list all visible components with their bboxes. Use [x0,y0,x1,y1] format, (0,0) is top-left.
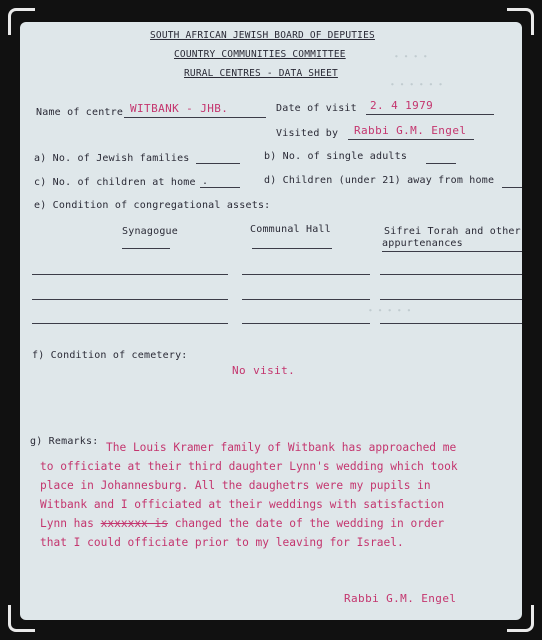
remarks-fragment: Lynn has [40,517,94,530]
sifrei-answer-line [380,323,522,324]
hall-answer-line [242,323,370,324]
name-of-centre-label: Name of centre [36,107,124,118]
sifrei-torah-heading-2: appurtenances [382,238,463,249]
remarks-line: place in Johannesburg. All the daughetrs were my pupils in [40,479,431,492]
remarks-label: g) Remarks: [30,436,99,447]
header-committee: COUNTRY COMMUNITIES COMMITTEE [174,49,346,60]
date-of-visit-line [366,114,494,115]
date-of-visit-label: Date of visit [276,103,357,114]
visited-by-line [348,139,474,140]
cemetery-label: f) Condition of cemetery: [32,350,188,361]
struck-out-text: xxxxxxx is [100,517,168,530]
bleed-through-mark: ∙ ∙ ∙ ∙ ∙ [368,306,412,315]
synagogue-answer-line [32,323,228,324]
header-org: SOUTH AFRICAN JEWISH BOARD OF DEPUTIES [150,30,375,41]
date-of-visit-value: 2. 4 1979 [370,99,434,112]
congregational-assets-label: e) Condition of congregational assets: [34,200,271,211]
communal-hall-underline [252,248,332,249]
children-at-home-label: c) No. of children at home [34,177,196,188]
jewish-families-line [196,163,240,164]
remarks-text [40,438,520,552]
synagogue-underline [122,248,170,249]
children-away-label: d) Children (under 21) away from home [264,175,495,186]
signature: Rabbi G.M. Engel [344,592,457,605]
remarks-line [40,514,520,533]
header-title: RURAL CENTRES - DATA SHEET [184,68,338,79]
data-sheet [20,22,522,620]
single-adults-label: b) No. of single adults [264,151,408,162]
sifrei-torah-underline [382,251,522,252]
sifrei-torah-heading: Sifrei Torah and other [384,226,521,237]
synagogue-answer-line [32,299,228,300]
synagogue-answer-line [32,274,228,275]
children-away-line [502,187,522,188]
remarks-line: The Louis Kramer family of Witbank has approached me [106,441,457,454]
visited-by-value: Rabbi G.M. Engel [354,124,467,137]
cemetery-value: No visit. [232,364,296,377]
children-at-home-value: . [202,176,209,187]
jewish-families-label: a) No. of Jewish families [34,153,190,164]
sifrei-answer-line [380,299,522,300]
remarks-line: to officiate at their third daughter Lynn's wedding which took [40,460,458,473]
single-adults-line [426,163,456,164]
remarks-line: that I could officiate prior to my leaving for Israel. [40,536,404,549]
children-at-home-line [200,187,240,188]
remarks-fragment: changed the date of the wedding in order [174,517,445,530]
hall-answer-line [242,299,370,300]
bleed-through-mark: ∙ ∙ ∙ ∙ ∙ ∙ [390,80,443,89]
remarks-line: Witbank and I officiated at their weddings with satisfaction [40,498,445,511]
synagogue-heading: Synagogue [122,226,178,237]
bleed-through-mark: ∙ ∙ ∙ ∙ [394,52,428,61]
name-of-centre-value: WITBANK - JHB. [130,102,229,115]
name-of-centre-line [124,117,266,118]
communal-hall-heading: Communal Hall [250,224,331,235]
sifrei-answer-line [380,274,522,275]
visited-by-label: Visited by [276,128,339,139]
hall-answer-line [242,274,370,275]
